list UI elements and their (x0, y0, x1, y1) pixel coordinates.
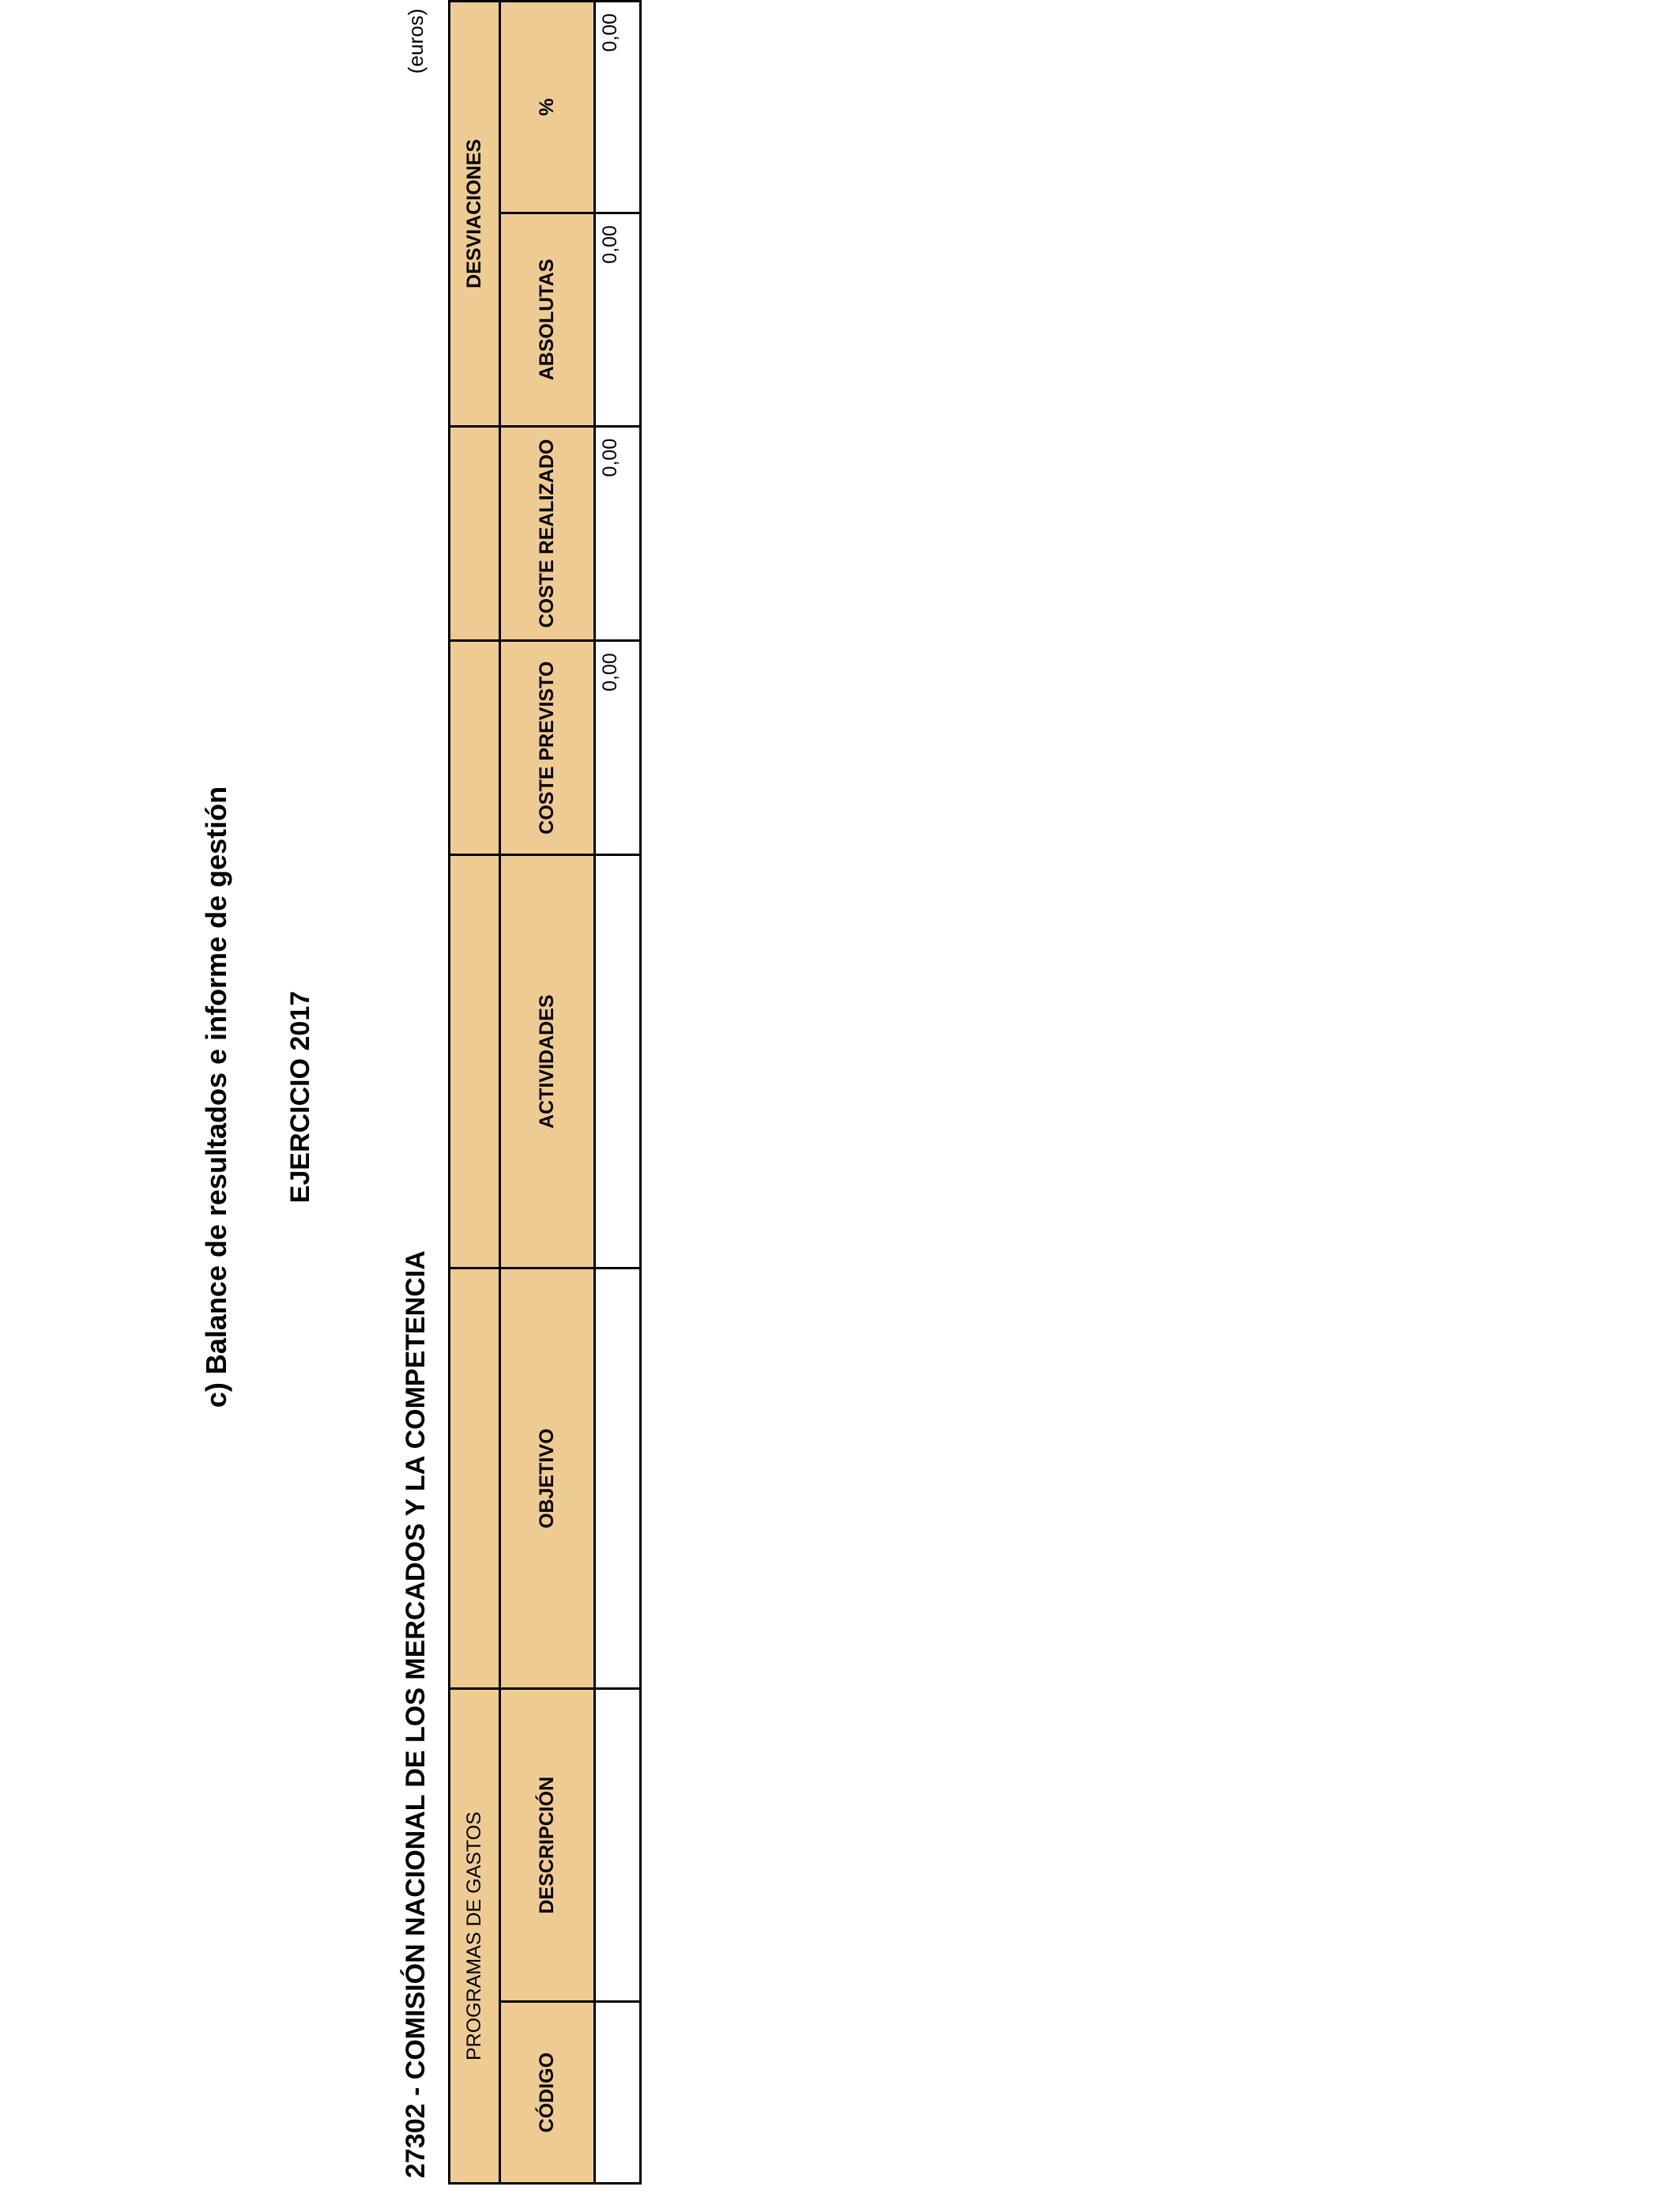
column-header-absolutas: ABSOLUTAS (500, 213, 595, 427)
column-header-porcentaje: % (500, 2, 595, 213)
cell-actividades (595, 855, 641, 1269)
cell-objetivo (595, 1269, 641, 1689)
entity-title: 27302 - COMISIÓN NACIONAL DE LOS MERCADOS Y LA COMPETENCIA (401, 1250, 431, 2178)
group-header-empty (450, 641, 500, 855)
group-header-row (450, 2, 500, 2184)
group-header-empty (450, 1269, 500, 1689)
group-header-desviaciones: DESVIACIONES (450, 2, 500, 427)
document-title: c) Balance de resultados e informe de gestión (200, 786, 232, 1408)
cell-coste-realizado: 0,00 (595, 426, 641, 640)
cell-porcentaje: 0,00 (595, 2, 641, 213)
document-subtitle: EJERCICIO 2017 (285, 990, 315, 1204)
column-header-coste-previsto: COSTE PREVISTO (500, 641, 595, 855)
results-balance-table (448, 0, 642, 2185)
units-label: (euros) (404, 8, 428, 74)
group-header-empty (450, 855, 500, 1269)
group-header-programas-de-gastos: PROGRAMAS DE GASTOS (450, 1689, 500, 2184)
column-header-descripcion: DESCRIPCIÓN (500, 1689, 595, 2002)
column-header-row (500, 2, 595, 2184)
group-header-empty (450, 426, 500, 640)
table-row (595, 2, 641, 2184)
column-header-coste-realizado: COSTE REALIZADO (500, 426, 595, 640)
column-header-actividades: ACTIVIDADES (500, 855, 595, 1269)
column-header-codigo: CÓDIGO (500, 2002, 595, 2184)
cell-absolutas: 0,00 (595, 213, 641, 427)
cell-descripcion (595, 1689, 641, 2002)
column-header-objetivo: OBJETIVO (500, 1269, 595, 1689)
cell-codigo (595, 2002, 641, 2184)
cell-coste-previsto: 0,00 (595, 641, 641, 855)
